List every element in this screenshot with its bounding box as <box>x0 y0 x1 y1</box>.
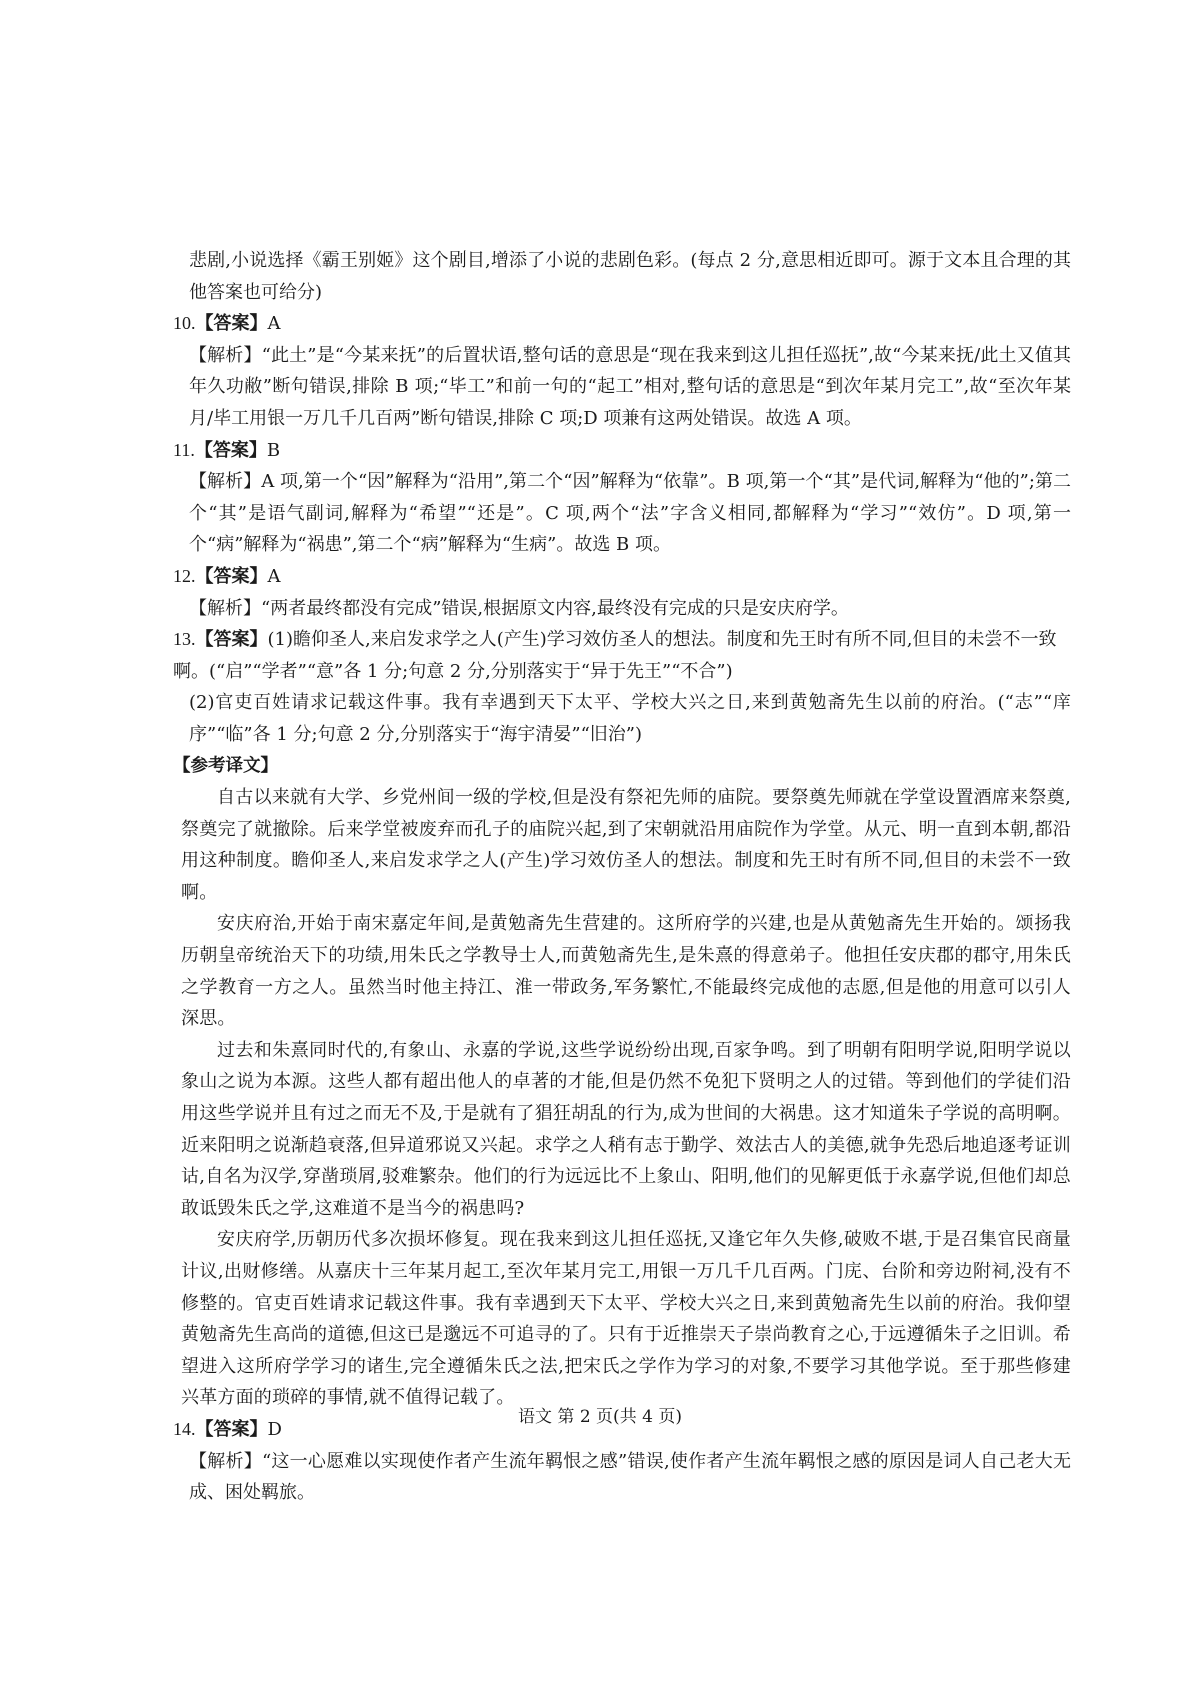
q13-part2: (2)官吏百姓请求记载这件事。我有幸遇到天下太平、学校大兴之日,来到黄勉斋先生以前的府治。(“志”“庠序”“临”各 1 分;句意 2 分,分别落实于“海宇清晏”“旧治”) <box>189 692 1071 745</box>
q12-answer-line <box>173 561 1071 593</box>
translation-paragraph: 安庆府学,历朝历代多次损坏修复。现在我来到这儿担任巡抚,又逢它年久失修,破败不堪,于是召集官民商量计议,出财修缮。从嘉庆十三年某月起工,至次年某月完工,用银一万几千几百两。门庑、台阶和旁边附祠,没有不修整的。官吏百姓请求记载这件事。我有幸遇到天下太平、学校大兴之日,来到黄勉斋先生以前的府治。我仰望黄勉斋先生高尚的道德,但这已是邈远不可追寻的了。只有于近推崇天子崇尚教育之心,于远遵循朱子之旧训。希望进入这所府学学习的诸生,完全遵循朱氏之法,把宋氏之学作为学习的对象,不要学习其他学说。至于那些修建兴革方面的琐碎的事情,就不值得记载了。 <box>181 1229 1071 1409</box>
q14-answer-tag: 【答案】 <box>195 1418 268 1440</box>
q11-analysis: 【解析】A 项,第一个“因”解释为“沿用”,第二个“因”解释为“依靠”。B 项,第一个“其”是代词,解释为“他的”;第二个“其”是语气副词,解释为“希望”“还是”。C 项,两个“法”字含义相同,都解释为“学习”“效仿”。D 项,第一个“病”解释为“祸患”,第二个“病”解释为“生病”。故选 B 项。 <box>189 471 1071 556</box>
q13-part1: (1)瞻仰圣人,来启发求学之人(产生)学习效仿圣人的想法。制度和先王时有所不同,但目的未尝不一致啊。(“启”“学者”“意”各 1 分;句意 2 分,分别落实于“异于先王”“不合”) <box>173 629 1057 682</box>
q14-analysis: 【解析】“这一心愿难以实现使作者产生流年羁恨之感”错误,使作者产生流年羁恨之感的原因是词人自己老大无成、困处羁旅。 <box>189 1450 1071 1504</box>
page-footer: 语文 第 2 页(共 4 页) <box>518 1407 682 1427</box>
q11-answer: B <box>266 439 281 461</box>
q10-answer-tag: 【答案】 <box>195 313 268 335</box>
q11-answer-line <box>173 435 1071 467</box>
q10-number: 10. <box>173 313 196 334</box>
q11-answer-tag: 【答案】 <box>194 439 267 461</box>
translation-title: 【参考译文】 <box>173 755 278 776</box>
q10-answer-line <box>173 308 1071 340</box>
q12-answer-tag: 【答案】 <box>195 565 268 587</box>
q12-number: 12. <box>173 565 196 586</box>
q12-analysis: 【解析】“两者最终都没有完成”错误,根据原文内容,最终没有完成的只是安庆府学。 <box>189 597 849 619</box>
page-content <box>173 245 1071 1509</box>
q14-answer: D <box>267 1418 282 1440</box>
q13-answer-tag: 【答案】 <box>195 629 268 651</box>
q12-answer: A <box>267 565 281 587</box>
q13-number: 13. <box>173 629 196 650</box>
translation-paragraph: 安庆府治,开始于南宋嘉定年间,是黄勉斋先生营建的。这所府学的兴建,也是从黄勉斋先生开始的。颂扬我历朝皇帝统治天下的功绩,用朱氏之学教导士人,而黄勉斋先生,是朱熹的得意弟子。他担任安庆郡的郡守,用朱氏之学教育一方之人。虽然当时他主持江、淮一带政务,军务繁忙,不能最终完成他的志愿,但是他的用意可以引人深思。 <box>181 913 1071 1030</box>
q10-answer: A <box>267 313 281 335</box>
q13-answer-line <box>173 624 1071 687</box>
q14-number: 14. <box>173 1418 196 1439</box>
q11-number: 11. <box>173 439 195 460</box>
q10-analysis: 【解析】“此土”是“今某来抚”的后置状语,整句话的意思是“现在我来到这儿担任巡抚”,故“今某来抚/此土又值其年久功敝”断句错误,排除 B 项;“毕工”和前一句的“起工”相对,整句话的意思是“到次年某月完工”,故“至次年某月/毕工用银一万几千几百两”断句错误,排除 C 项;D 项兼有这两处错误。故选 A 项。 <box>189 344 1071 429</box>
translation-paragraph: 过去和朱熹同时代的,有象山、永嘉的学说,这些学说纷纷出现,百家争鸣。到了明朝有阳明学说,阳明学说以象山之说为本源。这些人都有超出他人的卓著的才能,但是仍然不免犯下贤明之人的过错。等到他们的学徒们沿用这些学说并且有过之而无不及,于是就有了猖狂胡乱的行为,成为世间的大祸患。这才知道朱子学说的高明啊。近来阳明之说渐趋衰落,但异道邪说又兴起。求学之人稍有志于勤学、效法古人的美德,就争先恐后地追逐考证训诂,自名为汉学,穿凿琐屑,驳难繁杂。他们的行为远远比不上象山、阳明,他们的见解更低于永嘉学说,但他们却总敢诋毁朱氏之学,这难道不是当今的祸患吗? <box>181 1039 1071 1219</box>
translation-paragraph: 自古以来就有大学、乡党州间一级的学校,但是没有祭祀先师的庙院。要祭奠先师就在学堂设置酒席来祭奠,祭奠完了就撤除。后来学堂被废弃而孔子的庙院兴起,到了宋朝就沿用庙院作为学堂。从元、明一直到本朝,都沿用这种制度。瞻仰圣人,来启发求学之人(产生)学习效仿圣人的想法。制度和先王时有所不同,但目的未尝不一致啊。 <box>181 787 1071 903</box>
q9-continuation: 悲剧,小说选择《霸王别姬》这个剧目,增添了小说的悲剧色彩。(每点 2 分,意思相近即可。源于文本且合理的其他答案也可给分) <box>189 250 1071 303</box>
